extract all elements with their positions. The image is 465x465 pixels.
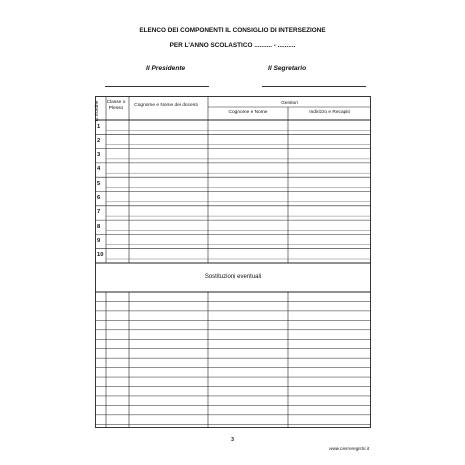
row-number: 2 xyxy=(97,137,101,144)
header-parents: Genitori xyxy=(281,101,298,106)
row-number: 10 xyxy=(97,252,104,259)
table-grid xyxy=(95,96,371,428)
header-class: Classe o Plesso xyxy=(106,100,126,111)
row-number: 5 xyxy=(97,180,101,187)
header-parent-contact: Indirizzo e Recapiti xyxy=(309,110,350,115)
substitutions-label: Sostituzioni eventuali xyxy=(204,274,262,280)
president-label: Il Presidente xyxy=(146,65,186,72)
page-title: ELENCO DEI COMPONENTI IL CONSIGLIO DI INTERSEZIONE xyxy=(139,27,326,34)
header-order-number: N. d'ordine xyxy=(94,100,99,122)
table-border xyxy=(96,97,371,428)
school-year-line: PER L'ANNO SCOLASTICO .......... - .......... xyxy=(169,42,296,49)
president-signature-line xyxy=(105,86,209,87)
row-number: 6 xyxy=(97,195,101,201)
page-number: 3 xyxy=(231,437,234,443)
website-url: www.cierreregistri.it xyxy=(329,446,369,451)
header-parent-name: Cognome e Nome xyxy=(228,110,268,115)
secretary-signature-line xyxy=(262,86,366,87)
row-number: 4 xyxy=(97,166,101,173)
row-number: 9 xyxy=(97,237,101,244)
row-number: 7 xyxy=(97,209,101,216)
header-teachers: Cognome e Nome dei docenti xyxy=(134,103,198,108)
secretary-label: Il Segretario xyxy=(268,65,307,72)
row-number: 1 xyxy=(97,123,101,130)
row-number: 8 xyxy=(97,223,101,230)
components-table xyxy=(95,96,371,428)
row-number: 3 xyxy=(97,152,101,159)
